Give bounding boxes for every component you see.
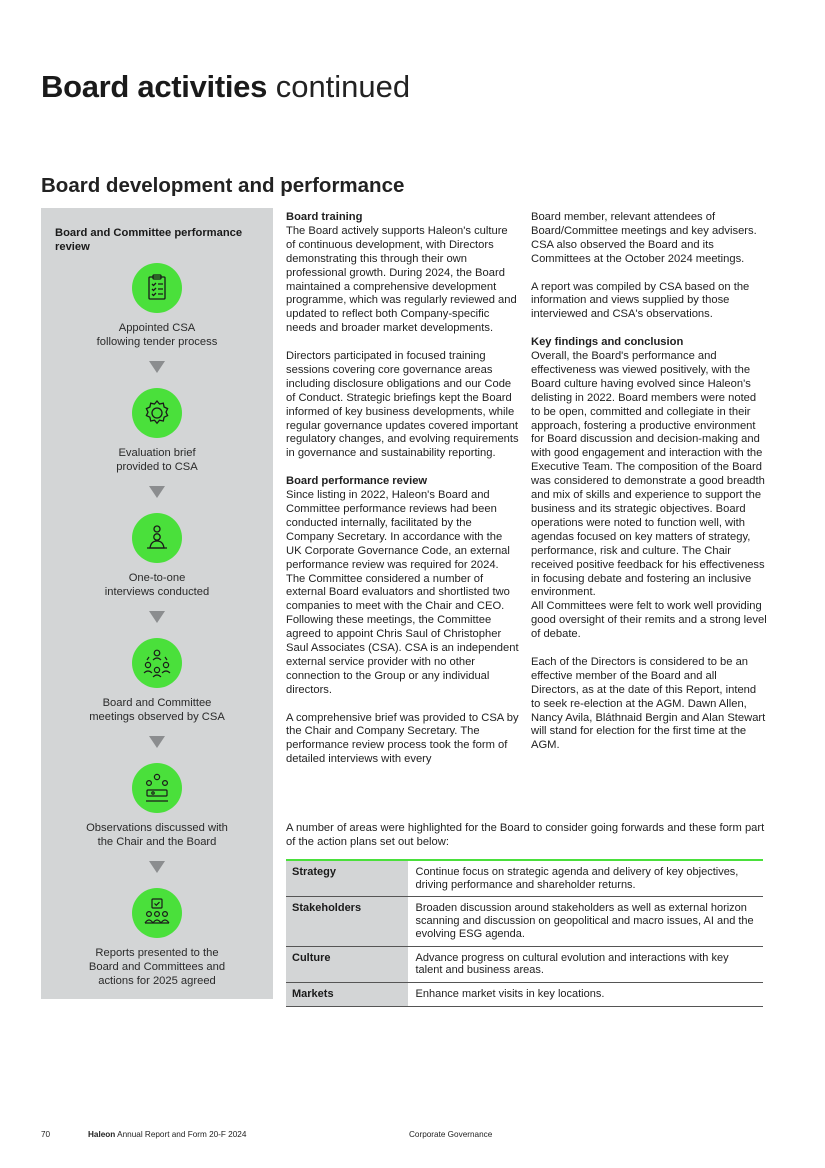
performance-review-paragraph: A comprehensive brief was provided to CSA by the Chair and Company Secretary. The performance review process took the form of detailed interviews with every: [286, 711, 519, 766]
action-plans-table: [286, 859, 763, 1007]
checklist-clipboard-icon: [132, 263, 182, 313]
down-arrow-icon: [149, 861, 165, 873]
table-cell-plan: Continue focus on strategic agenda and delivery of key objectives, driving performance and shareholder returns.: [408, 860, 763, 897]
board-training-paragraph: Directors participated in focused training sessions covering core governance areas including disclosure obligations and our Code of Conduct. Strategic briefings kept the Board informed of key business developments, while regular governance updates covered important regulatory changes, and evolving requirements in governance and sustainability reporting.: [286, 350, 519, 460]
down-arrow-icon: [149, 361, 165, 373]
step-label-5: Observations discussed with the Chair and the Board: [86, 822, 228, 848]
table-cell-area: Culture: [286, 946, 408, 982]
table-cell-area: Strategy: [286, 860, 408, 897]
report-presentation-icon: [132, 888, 182, 938]
interview-person-icon: [132, 513, 182, 563]
action-plans-intro: A number of areas were highlighted for the Board to consider going forwards and these form part of the action plans set out below:: [286, 822, 765, 848]
review-continued-paragraph: A report was compiled by CSA based on the information and views supplied by those interviewed and CSA's observations.: [531, 280, 750, 321]
table-row: [286, 946, 763, 982]
text-column-2: [531, 211, 767, 753]
text-column-1: [286, 211, 520, 767]
step-label-6: Reports presented to the Board and Committees and actions for 2025 agreed: [88, 947, 226, 987]
down-arrow-icon: [149, 736, 165, 748]
performance-review-paragraph: Since listing in 2022, Haleon's Board and Committee performance reviews had been conducted internally, facilitated by the Company Secretary. In accordance with the UK Corporate Governance Code, an external performance review was required for 2024. The Committee considered a number of external Board evaluators and shortlisted two companies to meet with the Chair and CEO. Following these meetings, the Committee agreed to appoint Chris Saul of Christopher Saul Associates (CSA). CSA is an independent external service provider with no other connection to the Group or any individual directors.: [286, 489, 519, 696]
sidebar-heading: Board and Committee performance review: [55, 227, 243, 253]
footer-report-title: [88, 1130, 246, 1139]
review-continued-paragraph: Board member, relevant attendees of Board/Committee meetings and key advisers. CSA also observed the Board and its Committees at the October 2024 meetings.: [531, 211, 757, 265]
performance-review-heading: Board performance review: [286, 475, 428, 488]
table-row: [286, 982, 763, 1006]
step-label-2: Evaluation brief provided to CSA: [116, 447, 198, 473]
table-row: [286, 897, 763, 946]
page-number: 70: [41, 1130, 51, 1139]
table-cell-area: Stakeholders: [286, 897, 408, 946]
key-findings-paragraph: All Committees were felt to work well providing good oversight of their remits and a strong level of debate.: [531, 600, 767, 641]
footer-report-name: Annual Report and Form 20-F 2024: [117, 1130, 247, 1139]
table-cell-plan: Broaden discussion around stakeholders as well as external horizon scanning and discussion on geopolitical and macro issues, AI and the evolving ESG agenda.: [408, 897, 763, 946]
table-cell-plan: Advance progress on cultural evolution and interactions with key talent and business areas.: [408, 946, 763, 982]
discussion-group-icon: [132, 763, 182, 813]
down-arrow-icon: [149, 611, 165, 623]
gear-icon: [132, 388, 182, 438]
board-training-paragraph: The Board actively supports Haleon's culture of continuous development, with Directors demonstrating this through their own professional growth. During 2024, the Board maintained a comprehensive development programme, which was regularly reviewed and updated to reflect both Company-specific needs and broader market developments.: [286, 224, 517, 335]
board-training-heading: Board training: [286, 211, 363, 223]
key-findings-paragraph: Each of the Directors is considered to be an effective member of the Board and all Directors, as at the date of this Report, intend to seek re-election at the AGM. Dawn Allen, Nancy Avila, Bláthnaid Bergin and Alan Stewart will stand for election for the first time at the AGM.: [531, 655, 766, 752]
table-row: [286, 860, 763, 897]
step-label-4: Board and Committee meetings observed by CSA: [89, 697, 225, 723]
key-findings-paragraph: Overall, the Board's performance and effectiveness was viewed positively, with the Board culture having evolved since Haleon's delisting in 2022. Board members were noted to be open, committed and collegiate in their approach, fostering a productive environment for Board discussion and decision-making and with good engagement and interaction with the Executive Team. The composition of the Board was considered to demonstrate a good breadth and mix of skills and experience to support the business and its strategic objectives. Board operations were noted to function well, with agendas focused on key matters of strategy, performance, risk and culture. The Chair received positive feedback for his effectiveness in focusing debate and fostering an inclusive environment.: [531, 350, 765, 599]
step-label-1: Appointed CSA following tender process: [96, 322, 218, 348]
meeting-group-icon: [132, 638, 182, 688]
step-label-3: One-to-one interviews conducted: [104, 572, 210, 598]
page-title-continued: continued: [275, 69, 411, 104]
footer-brand: Haleon: [88, 1130, 116, 1139]
page-title: [41, 68, 410, 106]
page-title-bold: Board activities: [41, 69, 268, 104]
footer-section: Corporate Governance: [409, 1130, 493, 1139]
section-title: Board development and performance: [41, 174, 405, 197]
down-arrow-icon: [149, 486, 165, 498]
key-findings-heading: Key findings and conclusion: [531, 336, 684, 349]
table-cell-plan: Enhance market visits in key locations.: [408, 982, 763, 1006]
performance-review-sidebar: [41, 208, 273, 999]
table-cell-area: Markets: [286, 982, 408, 1006]
